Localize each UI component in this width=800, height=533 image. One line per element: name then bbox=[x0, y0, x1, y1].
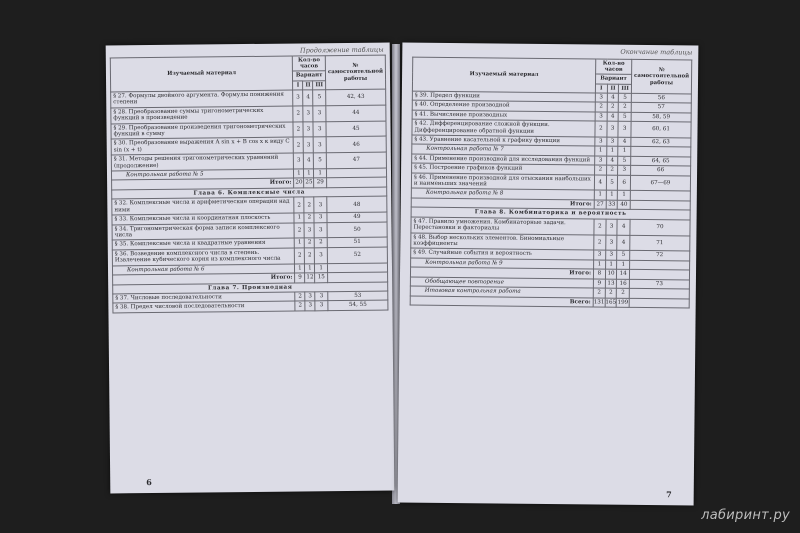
hours-v2: 3 bbox=[607, 137, 619, 147]
hours-v3: 4 bbox=[617, 219, 630, 235]
hours-v1: 3 bbox=[595, 93, 607, 103]
topic-cell: § 47. Правило умножения. Комбинаторные задачи. Перестановки и факториалы bbox=[411, 217, 594, 235]
hours-v1: 2 bbox=[294, 197, 304, 213]
total-label: Итого: bbox=[113, 273, 295, 284]
hours-v3: 4 bbox=[618, 137, 631, 147]
col-v1: I bbox=[595, 84, 607, 93]
hours-v1: 1 bbox=[295, 238, 305, 248]
hours-v3: 3 bbox=[314, 137, 327, 153]
hours-v3: 4 bbox=[617, 235, 630, 251]
table-row bbox=[113, 300, 388, 312]
hours-v2: 2 bbox=[305, 248, 315, 264]
watermark: лабиринт.ру bbox=[701, 508, 790, 523]
topic-cell: § 49. Случайные события и вероятность bbox=[411, 248, 594, 259]
col-v3: III bbox=[619, 84, 632, 93]
hours-v3: 3 bbox=[315, 292, 328, 302]
independent-work: 53 bbox=[328, 291, 388, 301]
hours-v2: 10 bbox=[605, 269, 617, 279]
hours-v1: 2 bbox=[594, 219, 606, 235]
hours-v1: 27 bbox=[594, 200, 606, 210]
curriculum-table bbox=[110, 55, 389, 314]
hours-v2: 1 bbox=[605, 260, 617, 270]
hours-v1: 1 bbox=[295, 264, 305, 274]
hours-v1: 1 bbox=[595, 146, 607, 156]
col-hours: Кол-во часов bbox=[596, 59, 632, 75]
hours-v2: 2 bbox=[305, 238, 315, 248]
independent-work bbox=[629, 298, 689, 308]
hours-v2: 3 bbox=[303, 121, 313, 137]
hours-v1: 3 bbox=[595, 112, 607, 122]
independent-work: 46 bbox=[326, 136, 386, 152]
curriculum-table bbox=[410, 57, 693, 309]
hours-v1: 1 bbox=[294, 213, 304, 223]
topic-cell: § 45. Построение графиков функций bbox=[412, 163, 595, 174]
hours-v3: 3 bbox=[315, 301, 328, 311]
hours-v3: 1 bbox=[315, 263, 328, 273]
hours-v1: 2 bbox=[294, 222, 304, 238]
total-label: Всего: bbox=[410, 296, 593, 307]
independent-work: 62, 63 bbox=[631, 137, 691, 147]
hours-v1: 1 bbox=[594, 260, 606, 270]
hours-v2: 3 bbox=[606, 219, 618, 235]
independent-work: 57 bbox=[631, 103, 691, 113]
topic-cell: § 28. Преобразование суммы тригонометрических функций в произведение bbox=[111, 106, 294, 124]
hours-v2: 1 bbox=[305, 263, 315, 273]
hours-v3: 3 bbox=[313, 105, 326, 121]
topic-cell: § 33. Комплексные числа и координатная плоскость bbox=[112, 213, 294, 224]
hours-v1: 9 bbox=[593, 279, 605, 289]
topic-cell: § 30. Преобразование выражения A sin x + B cos x к виду C sin (x + t) bbox=[111, 137, 294, 155]
hours-v1: 3 bbox=[595, 137, 607, 147]
hours-v3: 3 bbox=[314, 213, 327, 223]
hours-v2: 165 bbox=[605, 299, 617, 306]
hours-v3: 3 bbox=[618, 165, 631, 175]
topic-cell: Контрольная работа № 5 bbox=[111, 169, 293, 180]
hours-v1: 2 bbox=[293, 106, 303, 122]
independent-work: 54, 55 bbox=[328, 300, 388, 310]
hours-v2: 4 bbox=[304, 153, 314, 169]
total-label: Итого: bbox=[112, 178, 294, 189]
independent-work: 42, 43 bbox=[326, 89, 386, 105]
hours-v1: 2 bbox=[295, 292, 305, 302]
topic-cell: § 43. Уравнение касательной к графику функции bbox=[412, 135, 595, 146]
topic-cell: § 37. Числовые последовательности bbox=[113, 292, 295, 303]
topic-cell: § 39. Предел функции bbox=[412, 91, 595, 102]
independent-work: 60, 61 bbox=[631, 121, 691, 137]
left-page bbox=[106, 43, 395, 494]
hours-v2: 3 bbox=[605, 251, 617, 261]
hours-v3: 5 bbox=[314, 153, 327, 169]
hours-v2: 13 bbox=[605, 279, 617, 289]
independent-work: 50 bbox=[327, 222, 387, 238]
table-caption: Продолжение таблицы bbox=[299, 45, 384, 55]
right-page bbox=[398, 42, 699, 505]
hours-v2: 4 bbox=[303, 90, 313, 106]
hours-v3: 3 bbox=[314, 197, 327, 213]
hours-v2: 2 bbox=[304, 197, 314, 213]
topic-cell: § 40. Определение производной bbox=[412, 100, 595, 111]
col-hours: Кол-во часов bbox=[293, 56, 326, 72]
independent-work: 51 bbox=[327, 237, 387, 247]
hours-v3: 16 bbox=[617, 279, 630, 289]
independent-work: 48 bbox=[327, 196, 387, 212]
col-v3: III bbox=[313, 80, 326, 89]
col-independent: № самостоятельной работы bbox=[631, 59, 691, 93]
page-number: 7 bbox=[666, 489, 672, 500]
hours-v2: 3 bbox=[305, 301, 315, 311]
hours-v1: 2 bbox=[595, 121, 607, 137]
hours-v2: 2 bbox=[607, 102, 619, 112]
hours-v3: 5 bbox=[619, 93, 632, 103]
hours-v2: 4 bbox=[607, 93, 619, 103]
topic-cell: § 38. Предел числовой последовательности bbox=[113, 301, 295, 312]
topic-cell: Итоговая контрольная работа bbox=[410, 286, 593, 297]
hours-v1: 2 bbox=[295, 248, 305, 264]
table-caption: Окончание таблицы bbox=[620, 47, 693, 57]
col-variant: Вариант bbox=[293, 71, 326, 81]
col-material: Изучаемый материал bbox=[110, 56, 293, 92]
independent-work: 73 bbox=[629, 279, 689, 289]
hours-v2: 3 bbox=[303, 105, 313, 121]
hours-v3: 1 bbox=[617, 260, 630, 270]
hours-v2: 33 bbox=[606, 200, 618, 210]
independent-work: 52 bbox=[327, 247, 387, 263]
hours-v3: 3 bbox=[618, 121, 631, 137]
col-v2: II bbox=[303, 80, 313, 89]
hours-v3: 40 bbox=[618, 200, 631, 210]
hours-v3: 29 bbox=[314, 178, 327, 188]
topic-cell: § 46. Применение производной для отыскания наибольших и наименьших значений bbox=[411, 173, 594, 191]
topic-cell: § 36. Возведение комплексного числа в степень. Извлечение кубического корня из комплексного числа bbox=[112, 248, 295, 266]
hours-v3: 1 bbox=[618, 191, 631, 201]
hours-v3: 3 bbox=[315, 248, 328, 264]
independent-work: 45 bbox=[326, 121, 386, 137]
hours-v1: 20 bbox=[295, 179, 303, 186]
total-label: Итого: bbox=[411, 198, 594, 209]
topic-cell: § 41. Вычисление производных bbox=[412, 110, 595, 121]
hours-v3: 15 bbox=[315, 273, 328, 283]
topic-cell: Контрольная работа № 7 bbox=[412, 144, 595, 155]
hours-v2: 2 bbox=[304, 213, 314, 223]
hours-v3: 1 bbox=[618, 147, 631, 157]
hours-v1: 8 bbox=[593, 269, 605, 279]
topic-cell: Контрольная работа № 9 bbox=[411, 258, 594, 269]
hours-v3: 2 bbox=[315, 238, 328, 248]
independent-work: 71 bbox=[630, 235, 690, 251]
hours-v2: 1 bbox=[606, 146, 618, 156]
independent-work: 49 bbox=[327, 212, 387, 222]
hours-v3: 5 bbox=[617, 251, 630, 261]
hours-v1: 2 bbox=[293, 121, 303, 137]
hours-v2: 3 bbox=[304, 222, 314, 238]
topic-cell: § 48. Выбор нескольких элементов. Биномиальные коэффициенты bbox=[411, 233, 594, 251]
independent-work: 67—69 bbox=[630, 175, 690, 191]
hours-v3: 2 bbox=[617, 288, 630, 298]
hours-v2: 3 bbox=[305, 292, 315, 302]
hours-v3: 5 bbox=[313, 90, 326, 106]
hours-v2: 4 bbox=[606, 156, 618, 166]
independent-work: 66 bbox=[631, 166, 691, 176]
hours-v1: 2 bbox=[293, 137, 303, 153]
topic-cell: Контрольная работа № 8 bbox=[411, 189, 594, 200]
hours-v1: 2 bbox=[595, 165, 607, 175]
hours-v3: 6 bbox=[618, 175, 631, 191]
hours-v2: 25 bbox=[305, 179, 313, 186]
chapter-title: Глава 7. Производная bbox=[113, 282, 388, 294]
hours-v3: 5 bbox=[619, 112, 632, 122]
hours-v2: 2 bbox=[605, 288, 617, 298]
topic-cell: § 34. Тригонометрическая форма записи комплексного числа bbox=[112, 223, 295, 241]
topic-cell: § 31. Методы решения тригонометрических уравнений (продолжение) bbox=[111, 153, 294, 171]
hours-v2: 2 bbox=[606, 165, 618, 175]
independent-work: 47 bbox=[326, 152, 386, 168]
hours-v1: 3 bbox=[294, 153, 304, 169]
topic-cell: § 32. Комплексные числа и арифметические операции над ними bbox=[112, 197, 295, 215]
hours-v2: 12 bbox=[306, 274, 314, 281]
hours-v1: 2 bbox=[595, 102, 607, 112]
total-label: Итого: bbox=[410, 267, 593, 278]
independent-work: 70 bbox=[630, 219, 690, 235]
topic-cell: Контрольная работа № 6 bbox=[112, 264, 294, 275]
independent-work: 58, 59 bbox=[631, 112, 691, 122]
topic-cell: § 29. Преобразование произведения тригонометрических функций в сумму bbox=[111, 122, 294, 140]
hours-v3: 199 bbox=[617, 299, 629, 306]
total-row bbox=[410, 296, 689, 308]
hours-v2: 5 bbox=[606, 175, 618, 191]
hours-v1: 9 bbox=[295, 273, 305, 283]
chapter-title: Глава 8. Комбинаторика и вероятность bbox=[411, 207, 690, 219]
topic-cell: § 42. Дифференцирование сложной функции. Дифференцирование обратной функции bbox=[412, 119, 595, 137]
chapter-title: Глава 6. Комплексные числа bbox=[112, 187, 387, 199]
topic-cell: § 44. Применение производной для исследования функций bbox=[412, 154, 595, 165]
hours-v3: 3 bbox=[313, 121, 326, 137]
independent-work: 72 bbox=[630, 251, 690, 261]
col-material: Изучаемый материал bbox=[412, 57, 595, 93]
hours-v3: 3 bbox=[314, 222, 327, 238]
topic-cell: § 27. Формулы двойного аргумента. Формулы понижения степени bbox=[111, 90, 294, 108]
hours-v2: 4 bbox=[607, 112, 619, 122]
col-v1: I bbox=[293, 81, 303, 90]
hours-v1: 131 bbox=[593, 298, 605, 306]
hours-v2: 3 bbox=[303, 137, 313, 153]
hours-v1: 4 bbox=[594, 175, 606, 191]
hours-v1: 2 bbox=[593, 288, 605, 298]
hours-v3: 2 bbox=[619, 102, 632, 112]
hours-v1: 3 bbox=[595, 156, 607, 166]
hours-v3: 14 bbox=[617, 269, 630, 279]
hours-v3: 5 bbox=[618, 156, 631, 166]
page-number: 6 bbox=[146, 477, 152, 488]
hours-v1: 2 bbox=[594, 235, 606, 251]
hours-v3: 1 bbox=[314, 169, 327, 179]
hours-v1: 3 bbox=[293, 90, 303, 106]
independent-work: 56 bbox=[631, 93, 691, 103]
topic-cell: § 35. Комплексные числа и квадратные уравнения bbox=[112, 238, 294, 249]
topic-cell: Обобщающее повторение bbox=[410, 277, 593, 288]
hours-v1: 3 bbox=[594, 250, 606, 260]
hours-v1: 1 bbox=[294, 169, 304, 179]
hours-v2: 3 bbox=[607, 121, 619, 137]
hours-v2: 3 bbox=[605, 235, 617, 251]
hours-v2: 1 bbox=[304, 169, 314, 179]
col-variant: Вариант bbox=[596, 74, 632, 84]
independent-work: 64, 65 bbox=[631, 156, 691, 166]
independent-work: 44 bbox=[326, 105, 386, 121]
hours-v2: 1 bbox=[606, 191, 618, 201]
hours-v1: 2 bbox=[295, 301, 305, 311]
col-v2: II bbox=[607, 84, 619, 93]
col-independent: № самостоятельной работы bbox=[325, 55, 385, 89]
hours-v1: 1 bbox=[594, 190, 606, 200]
